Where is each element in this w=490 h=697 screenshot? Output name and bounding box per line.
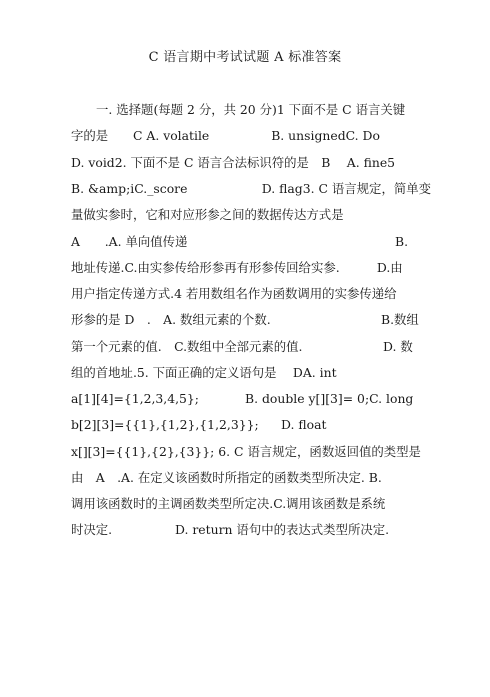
text-line: 由 A .A. 在定义该函数时所指定的函数类型所决定. B. — [71, 470, 382, 485]
text-segment: 形参的是 D . A. 数组元素的个数. — [71, 312, 271, 327]
text-segment: b[2][3]={{1},{1,2},{1,2,3}}; — [71, 417, 259, 432]
text-line — [71, 234, 431, 250]
text-segment: D. return 语句中的表达式类型所决定. — [175, 522, 390, 537]
text-line: 地址传递.C.由实参传给形参再有形参传回给实参. D.由 — [71, 260, 403, 275]
text-line — [71, 522, 431, 538]
text-line: x[][3]={{1},{2},{3}}; 6. C 语言规定，函数返回值的类型是 — [71, 444, 421, 459]
text-line: 字的是 C A. volatile B. unsignedC. Do — [71, 128, 380, 143]
text-line: B. &amp;iC._score D. flag3. C 语言规定，简单变 — [71, 181, 432, 196]
text-line — [71, 339, 431, 355]
text-line: D. void2. 下面不是 C 语言合法标识符的是 B A. fine5 — [71, 155, 396, 170]
text-line — [71, 312, 431, 328]
text-line: 一. 选择题(每题 2 分，共 20 分)1 下面不是 C 语言关键 — [96, 102, 406, 117]
text-segment: B. — [395, 234, 409, 249]
text-segment: B.数组 — [381, 312, 419, 327]
text-segment: A .A. 单向值传递 — [71, 234, 188, 249]
text-segment: B. double y[][3]= 0;C. long — [245, 391, 414, 406]
text-line: 量做实参时，它和对应形参之间的数据传达方式是 — [71, 207, 344, 222]
text-line: 用户指定传递方式.4 若用数组名作为函数调用的实参传递给 — [71, 286, 397, 301]
text-segment: D. float — [281, 417, 327, 432]
text-line — [71, 417, 431, 433]
text-segment: D. 数 — [383, 339, 413, 354]
text-segment: 第一个元素的值. C.数组中全部元素的值. — [71, 339, 303, 354]
text-segment: a[1][4]={1,2,3,4,5}; — [71, 391, 199, 406]
text-line — [71, 391, 431, 407]
text-line: 组的首地址.5. 下面正确的定义语句是 DA. int — [71, 365, 337, 380]
document-title: C 语言期中考试试题 A 标准答案 — [148, 50, 342, 65]
text-segment: 时决定. — [71, 522, 113, 537]
text-line: 调用该函数时的主调函数类型所定决.C.调用该函数是系统 — [71, 496, 386, 511]
